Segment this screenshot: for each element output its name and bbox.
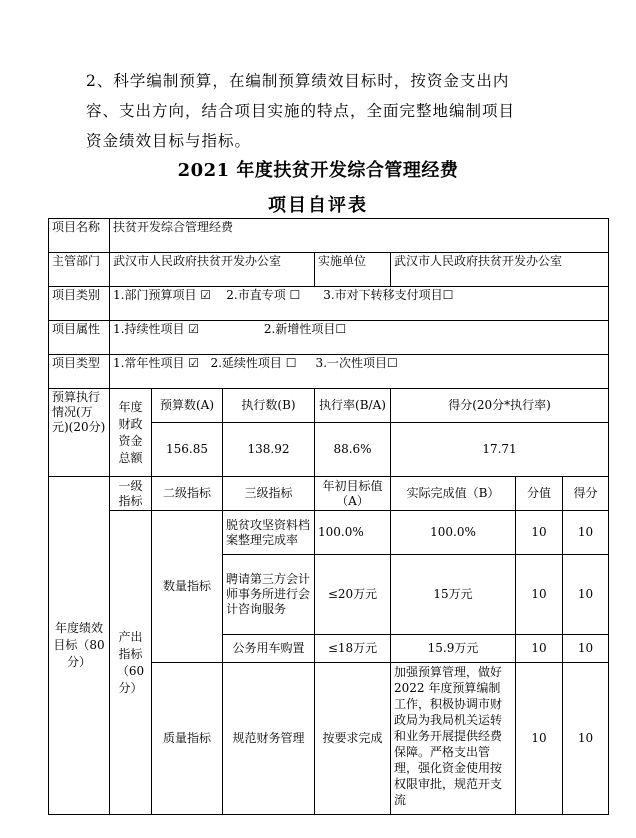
- level3-cell: 聘请第三方会计师事务所进行会计咨询服务: [223, 555, 315, 635]
- category-value: 1.部门预算项目 ☑ 2.市直专项 ☐ 3.市对下转移支付项目☐: [110, 287, 609, 321]
- score-cell: 10: [563, 511, 609, 555]
- weight-cell: 10: [516, 511, 563, 555]
- intro-line-1: 2、科学编制预算，在编制预算绩效目标时，按资金支出内: [86, 72, 510, 90]
- actual-header: 实际完成值（B）: [391, 477, 516, 511]
- level2-header: 二级指标: [152, 477, 223, 511]
- table-title: 2021 年度扶贫开发综合管理经费: [177, 160, 459, 181]
- target-cell: 100.0%: [315, 511, 391, 555]
- score-header: 得分(20分*执行率): [391, 389, 609, 423]
- score-value: 17.71: [391, 423, 609, 477]
- budget-label: 预算执行情况(万元)(20分): [49, 389, 110, 477]
- budget-value: 156.85: [152, 423, 223, 477]
- level3-cell: 规范财务管理: [223, 663, 315, 815]
- category-label: 项目类别: [49, 287, 110, 321]
- level3-cell: 公务用车购置: [223, 635, 315, 663]
- type-value: 1.常年性项目 ☑ 2.延续性项目 ☐ 3.一次性项目☐: [110, 355, 609, 389]
- actual-cell: 加强预算管理，做好 2022 年度预算编制工作，积极协调市财政局为我局机关运转和业务开展提供经费保障。严格支出管理，强化资金使用按权限审批，规范开支流: [391, 663, 516, 815]
- project-name-value: 扶贫开发综合管理经费: [110, 219, 609, 253]
- dept-label: 主管部门: [49, 253, 110, 287]
- project-name-label: 项目名称: [49, 219, 110, 253]
- actual-cell: 100.0%: [391, 511, 516, 555]
- budget-header: 预算数(A): [152, 389, 223, 423]
- target-cell: 按要求完成: [315, 663, 391, 815]
- exec-header: 执行数(B): [223, 389, 315, 423]
- level3-header: 三级指标: [223, 477, 315, 511]
- rate-value: 88.6%: [315, 423, 391, 477]
- weight-cell: 10: [516, 555, 563, 635]
- actual-cell: 15万元: [391, 555, 516, 635]
- weight-cell: 10: [516, 663, 563, 815]
- intro-line-2: 容、支出方向，结合项目实施的特点，全面完整地编制项目: [86, 102, 516, 120]
- type-label: 项目类型: [49, 355, 110, 389]
- level3-cell: 脱贫攻坚资料档案整理完成率: [223, 511, 315, 555]
- quantity-indicator-label: 数量指标: [152, 511, 223, 663]
- target-cell: ≤20万元: [315, 555, 391, 635]
- output-indicator-label: 产出指标（60分）: [110, 511, 152, 815]
- target-cell: ≤18万元: [315, 635, 391, 663]
- perf-goal-label: 年度绩效目标（80分）: [49, 477, 110, 815]
- intro-paragraph: [86, 66, 566, 156]
- actual-cell: 15.9万元: [391, 635, 516, 663]
- level1-header: 一级指标: [110, 477, 152, 511]
- unit-label: 实施单位: [315, 253, 391, 287]
- exec-value: 138.92: [223, 423, 315, 477]
- weight-cell: 10: [516, 635, 563, 663]
- unit-value: 武汉市人民政府扶贫开发办公室: [391, 253, 609, 287]
- attribute-label: 项目属性: [49, 321, 110, 355]
- self-evaluation-table: [48, 218, 609, 815]
- score-cell: 10: [563, 555, 609, 635]
- quality-indicator-label: 质量指标: [152, 663, 223, 815]
- target-header: 年初目标值（A）: [315, 477, 391, 511]
- dept-value: 武汉市人民政府扶贫开发办公室: [110, 253, 315, 287]
- budget-sub-label: 年度财政资金总额: [110, 389, 152, 477]
- intro-line-3: 资金绩效目标与指标。: [86, 132, 252, 150]
- score-cell: 10: [563, 663, 609, 815]
- table-subtitle: 项目自评表: [268, 195, 368, 216]
- rate-header: 执行率(B/A): [315, 389, 391, 423]
- perf-score-header: 得分: [563, 477, 609, 511]
- score-cell: 10: [563, 635, 609, 663]
- weight-header: 分值: [516, 477, 563, 511]
- attribute-value: 1.持续性项目 ☑ 2.新增性项目☐: [110, 321, 609, 355]
